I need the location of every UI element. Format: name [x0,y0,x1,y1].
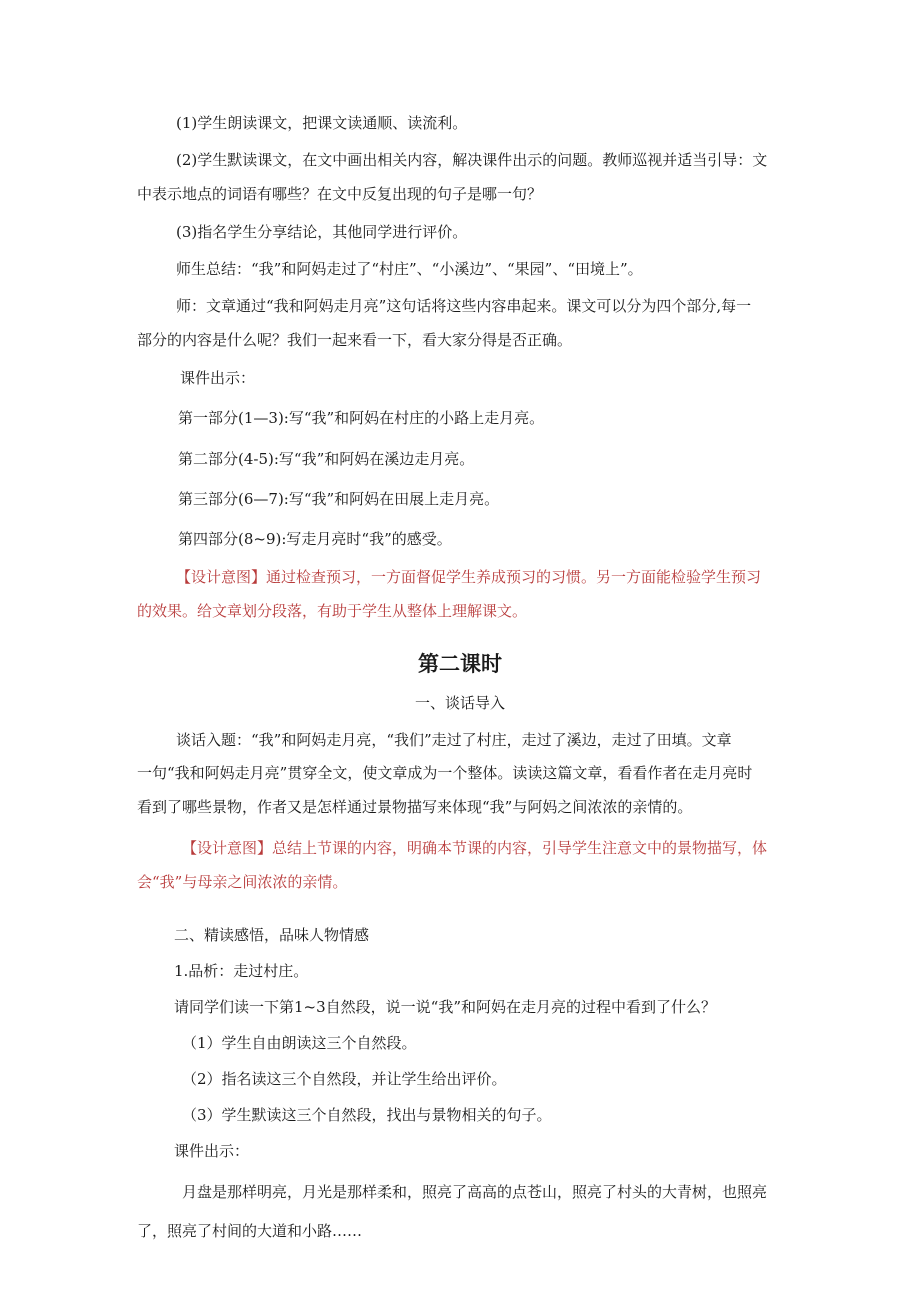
step-2: (2)学生默读课文，在文中画出相关内容，解决课件出示的问题。教师巡视并适当引导：文 [176,151,768,169]
analysis-heading: 1.品析：走过村庄。 [174,962,309,980]
slide-label: 课件出示： [180,369,256,387]
design-intent-2: 【设计意图】总结上节课的内容，明确本节课的内容，引导学生注意文中的景物描写，体 [182,839,768,857]
teacher-line-2: 部分的内容是什么呢？我们一起来看一下，看大家分得是否正确。 [137,331,573,349]
quote-line-2: 了，照亮了村间的大道和小路…… [137,1222,363,1240]
part-1: 第一部分(1—3):写“我”和阿妈在村庄的小路上走月亮。 [178,409,545,427]
step-l2-1: （1）学生自由朗读这三个自然段。 [182,1034,417,1052]
step-l2-3: （3）学生默读这三个自然段，找出与景物相关的句子。 [182,1106,552,1124]
lesson-title: 第二课时 [418,652,502,676]
quote-line-1: 月盘是那样明亮，月光是那样柔和，照亮了高高的点苍山，照亮了村头的大青树，也照亮 [182,1183,768,1201]
slide-label-2: 课件出示： [174,1142,250,1160]
section-1-heading: 一、谈话导入 [414,694,505,712]
part-3: 第三部分(6—7):写“我”和阿妈在田展上走月亮。 [178,490,500,508]
design-intent-1-cont: 的效果。给文章划分段落，有助于学生从整体上理解课文。 [137,602,528,620]
design-intent-1: 【设计意图】通过检查预习，一方面督促学生养成预习的习惯。另一方面能检验学生预习 [176,568,762,586]
intro-line-2: 一句“我和阿妈走月亮”贯穿全文，使文章成为一个整体。读读这篇文章，看看作者在走月亮时 [137,764,753,782]
part-4: 第四部分(8~9):写走月亮时“我”的感受。 [178,530,452,548]
step-2-cont: 中表示地点的词语有哪些？在文中反复出现的句子是哪一句？ [137,185,543,203]
step-1: (1)学生朗读课文，把课文读通顺、读流利。 [176,114,468,132]
design-intent-2-cont: 会“我”与母亲之间浓浓的亲情。 [137,873,348,891]
summary: 师生总结：“我”和阿妈走过了“村庄”、“小溪边”、“果园”、“田境上”。 [176,260,643,278]
question: 请同学们读一下第1~3自然段，说一说“我”和阿妈在走月亮的过程中看到了什么？ [174,998,716,1016]
step-3: (3)指名学生分享结论，其他同学进行评价。 [176,223,468,241]
part-2: 第二部分(4-5):写“我”和阿妈在溪边走月亮。 [178,450,475,468]
step-l2-2: （2）指名读这三个自然段，并让学生给出评价。 [182,1070,507,1088]
intro-line-3: 看到了哪些景物，作者又是怎样通过景物描写来体现“我”与阿妈之间浓浓的亲情的。 [137,798,693,816]
teacher-line-1: 师：文章通过“我和阿妈走月亮”这句话将这些内容串起来。课文可以分为四个部分,每一 [176,297,752,315]
section-2-heading: 二、精读感悟，品味人物情感 [174,926,370,944]
intro-line-1: 谈话入题：“我”和阿妈走月亮，“我们”走过了村庄，走过了溪边，走过了田填。文章 [176,731,732,749]
